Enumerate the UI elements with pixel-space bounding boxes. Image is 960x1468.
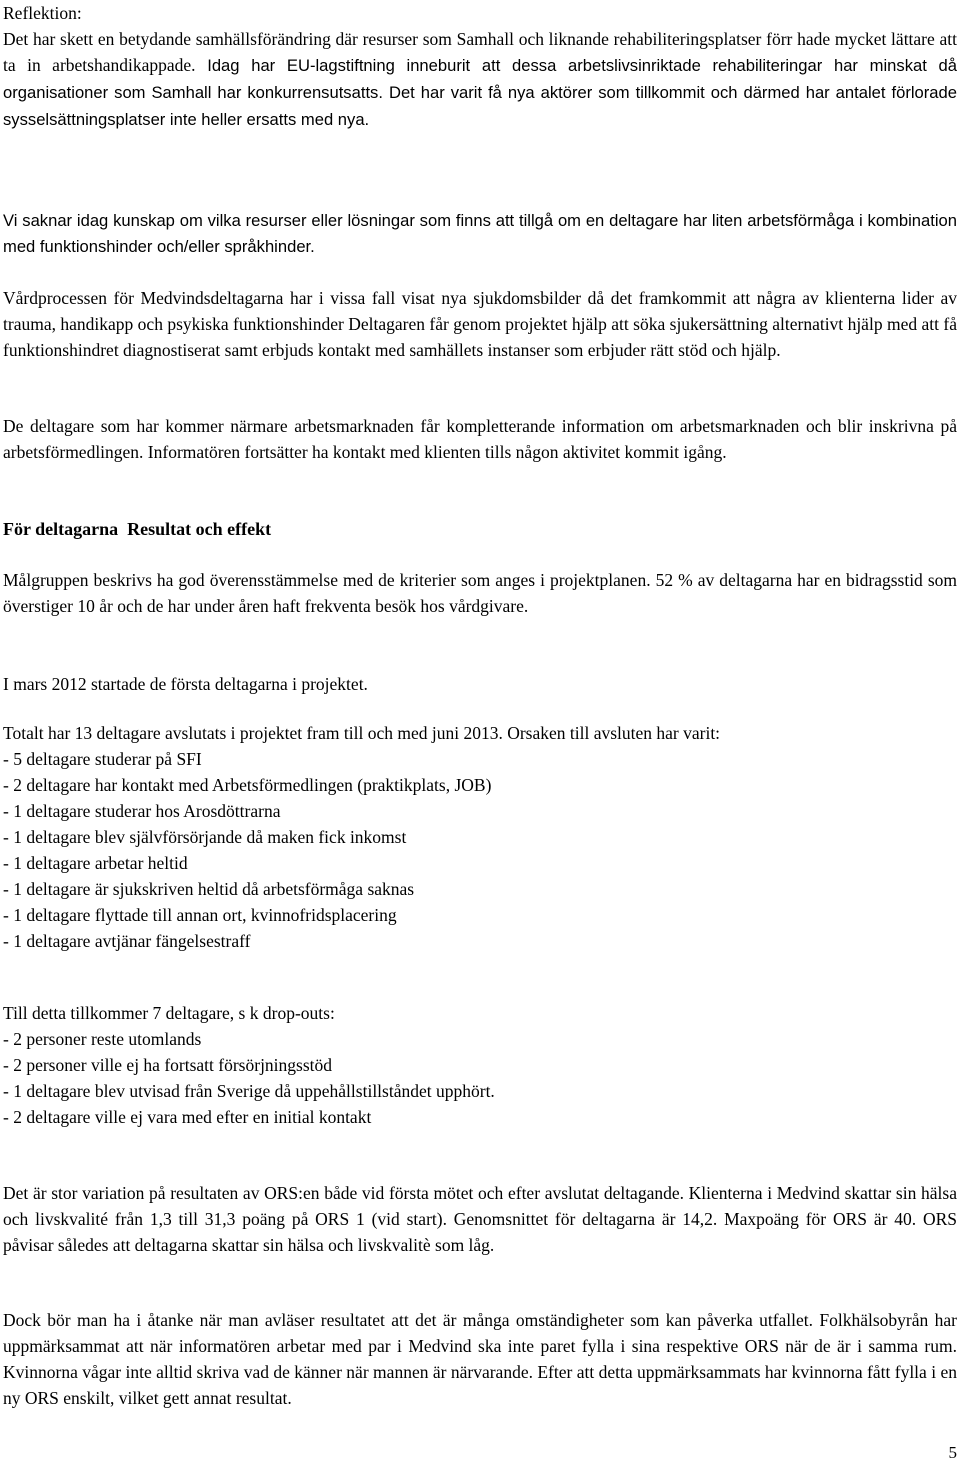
list-item: - 1 deltagare studerar hos Arosdöttrarna	[3, 801, 281, 821]
reflection-paragraph-3: Vårdprocessen för Medvindsdeltagarna har i vissa fall visat nya sjukdomsbilder då det framkommit att några av klienterna lider av trauma, handikapp och psykiska funktionshinder Deltagaren får genom projektet hjälp att söka sjukersättning alternativt hjälp med att få funktionshindret diagnostiserat samt erbjuds kontakt med samhällets instanser som erbjuder rätt stöd och hjälp.	[3, 288, 957, 360]
list-item: - 1 deltagare blev utvisad från Sverige då uppehållstillståndet upphört.	[3, 1081, 495, 1101]
reflection-p1-sans-b: Det har varit få nya aktörer som tillkommit och därmed har antalet förlorade sysselsättningsplatser inte heller ersatts med nya.	[3, 83, 957, 129]
reflection-label: Reflektion:	[3, 3, 82, 23]
reflection-paragraph-4: De deltagare som har kommer närmare arbetsmarknaden får kompletterande information om arbetsmarknaden och blir inskrivna på arbetsförmedlingen. Informatören fortsätter ha kontakt med klienten tills någon aktivitet kommit igång.	[3, 416, 957, 462]
dropouts-list	[3, 1026, 495, 1130]
list-item: - 1 deltagare flyttade till annan ort, kvinnofridsplacering	[3, 905, 397, 925]
list-item: - 1 deltagare är sjukskriven heltid då arbetsförmåga saknas	[3, 879, 415, 899]
list-item: - 2 deltagare har kontakt med Arbetsförmedlingen (praktikplats, JOB)	[3, 775, 492, 795]
reflection-p1-serif: Det har skett en betydande samhällsförändring där resurser som Samhall och liknande rehabiliteringsplatser förr hade mycket lättare att ta in arbetshandikappade.	[3, 29, 957, 75]
reflection-paragraph-1	[3, 26, 957, 133]
list-item: - 2 deltagare ville ej vara med efter en initial kontakt	[3, 1107, 372, 1127]
list-item: - 2 personer reste utomlands	[3, 1029, 202, 1049]
list-item: - 2 personer ville ej ha fortsatt försörjningsstöd	[3, 1055, 333, 1075]
list-item: - 1 deltagare avtjänar fängelsestraff	[3, 931, 251, 951]
reflection-paragraph-2: Vi saknar idag kunskap om vilka resurser eller lösningar som finns att tillgå om en deltagare har liten arbetsförmåga i kombination med funktionshinder och/eller språkhinder.	[3, 211, 957, 256]
result-paragraph-3: Totalt har 13 deltagare avslutats i projektet fram till och med juni 2013. Orsaken till avsluten har varit:	[3, 723, 721, 743]
ors-paragraph: Det är stor variation på resultaten av ORS:en både vid första mötet och efter avslutat deltagande. Klienterna i Medvind skattar sin hälsa och livskvalité från 1,3 till 31,3 poäng på ORS 1 (vid start). Genomsnittet för deltagarna är 14,2. Maxpoäng för ORS är 40. ORS påvisar således att deltagarna skattar sin hälsa och livskvalitè som låg.	[3, 1183, 957, 1255]
caution-paragraph: Dock bör man ha i åtanke när man avläser resultatet att det är många omständigheter som kan påverka utfallet. Folkhälsobyrån har uppmärksammat att när informatören arbetar med par i Medvind ska inte paret fylla i sina respektive ORS när de är i samma rum. Kvinnorna vågar inte alltid skriva vad de känner när mannen är närvarande. Efter att detta uppmärksammats har kvinnorna fått fylla i en ny ORS enskilt, vilket gett annat resultat.	[3, 1310, 957, 1408]
list-item: - 1 deltagare arbetar heltid	[3, 853, 188, 873]
result-paragraph-1: Målgruppen beskrivs ha god överensstämmelse med de kriterier som anges i projektplanen. 52 % av deltagarna har en bidragsstid som överstiger 10 år och de har under åren haft frekventa besök hos vårdgivare.	[3, 570, 957, 616]
page-number: 5	[948, 1443, 957, 1462]
dropouts-intro: Till detta tillkommer 7 deltagare, s k drop-outs:	[3, 1003, 335, 1023]
reflection-p1-sans-a: Idag har EU-lagstiftning inneburit att dessa arbetslivsinriktade rehabiliteringar har minskat då organisationer som Samhall har konkurrensutsatts.	[3, 56, 957, 102]
result-paragraph-2: I mars 2012 startade de första deltagarna i projektet.	[3, 674, 368, 694]
list-item: - 5 deltagare studerar på SFI	[3, 749, 202, 769]
termination-reasons-list	[3, 746, 491, 954]
list-item: - 1 deltagare blev självförsörjande då maken fick inkomst	[3, 827, 407, 847]
section-heading: För deltagarna Resultat och effekt	[3, 519, 272, 539]
